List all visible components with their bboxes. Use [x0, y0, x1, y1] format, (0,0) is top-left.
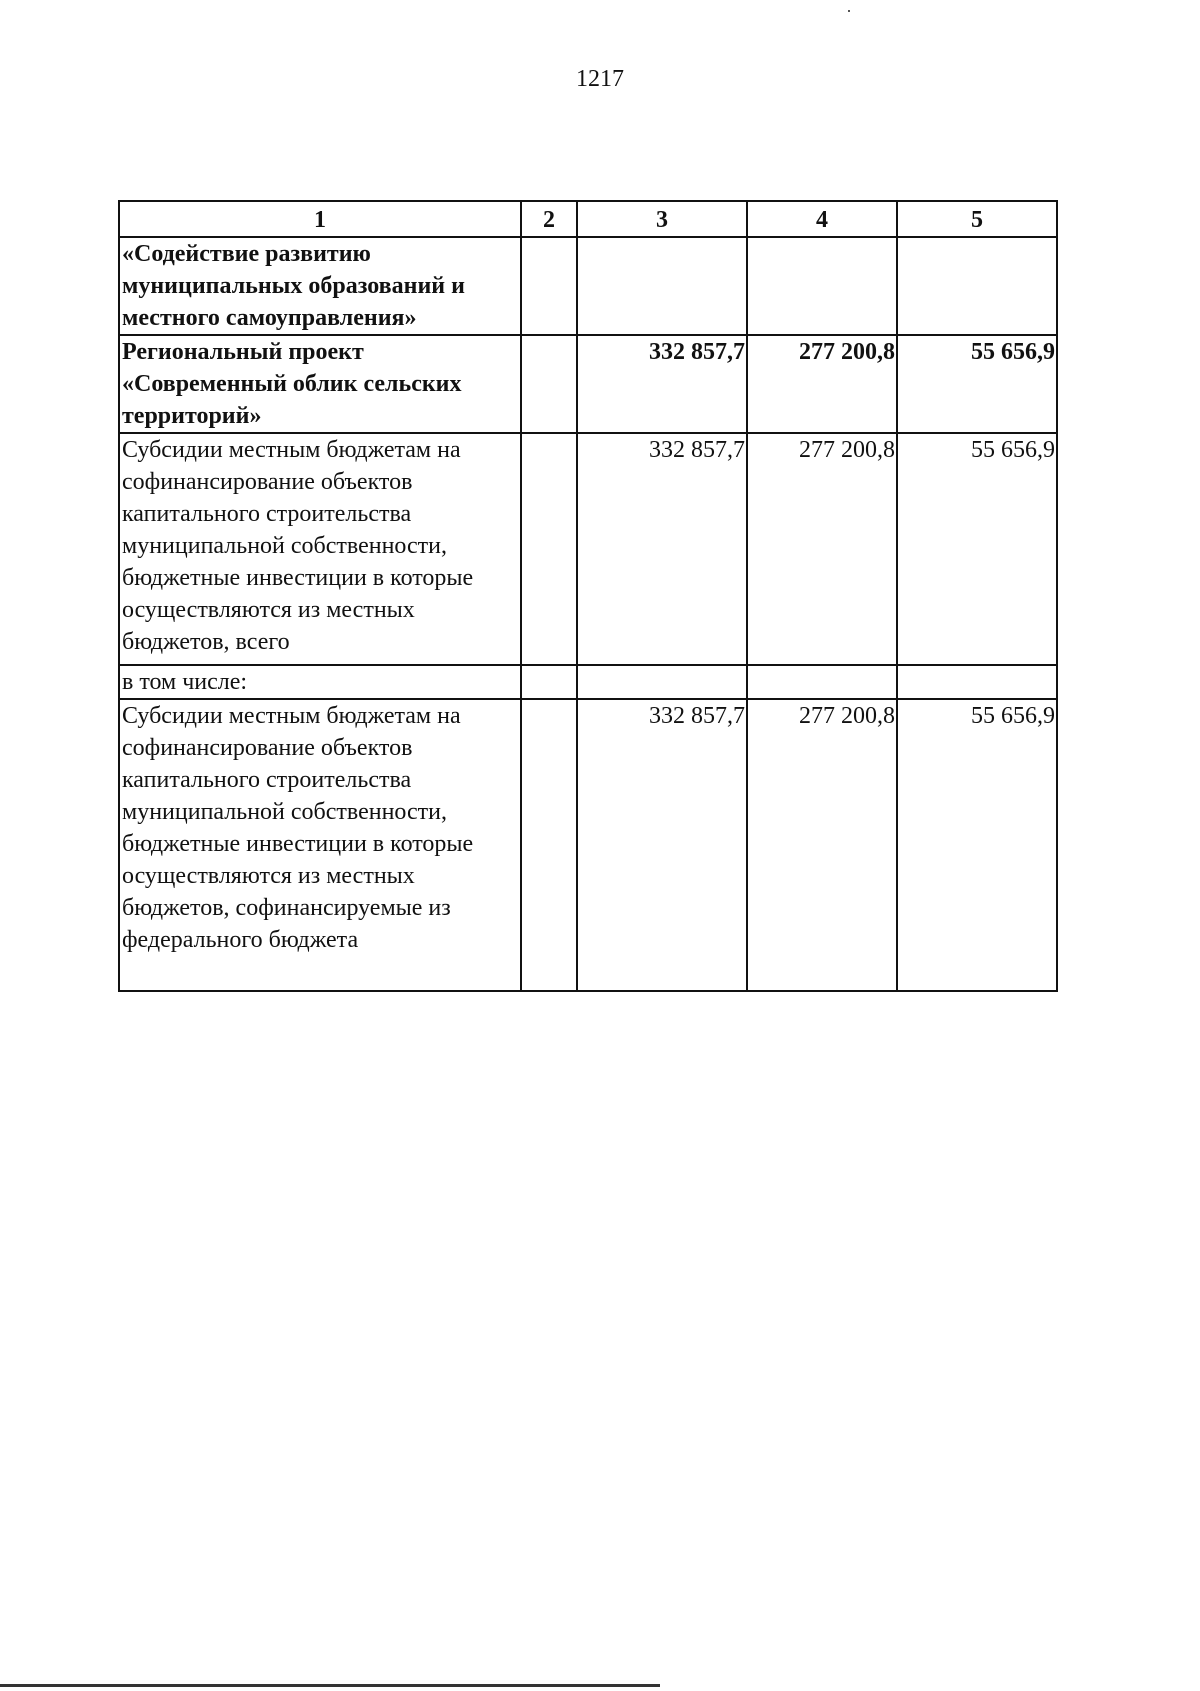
row-col4-cell: 277 200,8 — [747, 335, 897, 433]
row-col3-cell — [577, 237, 747, 335]
row-col5-cell — [897, 665, 1057, 699]
row-col4-cell: 277 200,8 — [747, 433, 897, 665]
row-col2-cell — [521, 335, 577, 433]
header-cell-3: 3 — [577, 201, 747, 237]
row-col3-cell — [577, 665, 747, 699]
row-col5-cell — [897, 237, 1057, 335]
row-col3-cell: 332 857,7 — [577, 335, 747, 433]
table-row — [119, 237, 1057, 335]
table-row — [119, 699, 1057, 991]
row-col4-cell — [747, 665, 897, 699]
header-cell-4: 4 — [747, 201, 897, 237]
row-col2-cell — [521, 699, 577, 991]
scan-edge-line — [0, 1684, 660, 1687]
row-col5-cell: 55 656,9 — [897, 433, 1057, 665]
row-name-cell: Региональный проект «Современный облик сельских территорий» — [119, 335, 521, 433]
row-col4-cell — [747, 237, 897, 335]
row-col5-cell: 55 656,9 — [897, 335, 1057, 433]
row-col2-cell — [521, 433, 577, 665]
row-name-cell: «Содействие развитию муниципальных образований и местного самоуправления» — [119, 237, 521, 335]
header-cell-1: 1 — [119, 201, 521, 237]
row-name-cell: в том числе: — [119, 665, 521, 699]
table-header-row — [119, 201, 1057, 237]
row-name-cell: Субсидии местным бюджетам на софинансирование объектов капитального строительства муниципальной собственности, бюджетные инвестиции в которые осуществляются из местных бюджетов, софинансируемые из федерального бюджета — [119, 699, 521, 991]
header-cell-5: 5 — [897, 201, 1057, 237]
row-name-cell: Субсидии местным бюджетам на софинансирование объектов капитального строительства муниципальной собственности, бюджетные инвестиции в которые осуществляются из местных бюджетов, всего — [119, 433, 521, 665]
row-col3-cell: 332 857,7 — [577, 433, 747, 665]
row-col3-cell: 332 857,7 — [577, 699, 747, 991]
scan-speck — [848, 10, 850, 12]
header-cell-2: 2 — [521, 201, 577, 237]
row-col4-cell: 277 200,8 — [747, 699, 897, 991]
row-col2-cell — [521, 237, 577, 335]
table-row — [119, 665, 1057, 699]
page-number: 1217 — [576, 66, 624, 92]
row-col2-cell — [521, 665, 577, 699]
table-row — [119, 335, 1057, 433]
row-col5-cell: 55 656,9 — [897, 699, 1057, 991]
table-row — [119, 433, 1057, 665]
budget-table — [118, 200, 1058, 992]
